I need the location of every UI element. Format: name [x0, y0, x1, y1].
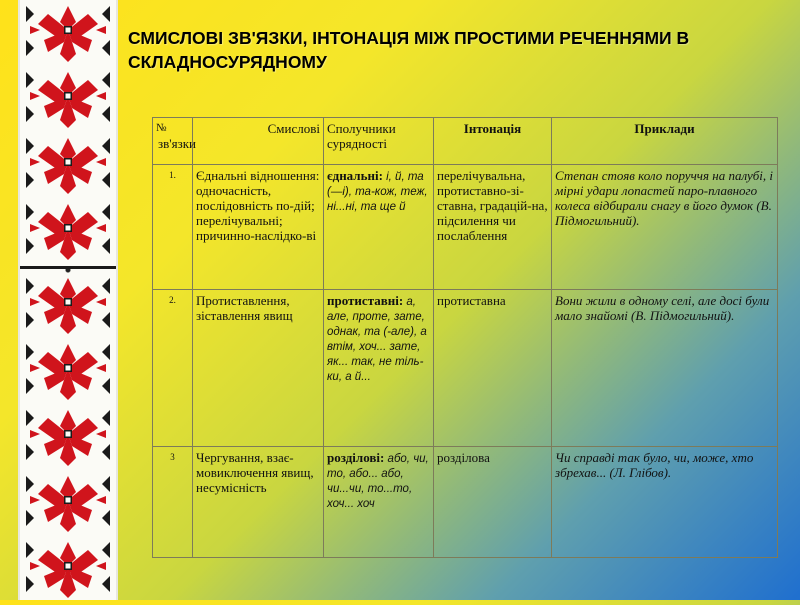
intonation-cell: протиставна: [434, 290, 552, 447]
conjunction-list: або, чи, то, або... або, чи...чи, то...то, хоч... хоч: [327, 453, 429, 510]
example-cell: Чи справді так було, чи, може, хто збрехав... (Л. Глібов).: [552, 447, 778, 558]
header-conjunctions: Сполучники сурядності: [324, 118, 434, 165]
intonation-cell: розділова: [434, 447, 552, 558]
conjunctions-cell: [324, 447, 434, 558]
row-number: 1.: [153, 165, 193, 290]
conjunction-type: розділові:: [327, 450, 385, 465]
conjunctions-cell: [324, 290, 434, 447]
conjunction-type: єднальні:: [327, 168, 383, 183]
header-relations-line2: зв'язки: [158, 136, 197, 151]
header-examples: Приклади: [552, 118, 778, 165]
example-cell: Степан стояв коло поруччя на палубі, і мірні удари лопастей паро-плавного колеса відбирали снагу в його думок (В. Підмогильний).: [552, 165, 778, 290]
conjunction-list: а, але, проте, зате, однак, та (-але), а втім, хоч... зате, як... так, не тіль-ки, а й...: [327, 296, 427, 383]
relations-cell: Єднальні відношення: одночасність, послідовність по-дій; перелічувальні; причинно-наслідко-ві: [193, 165, 324, 290]
embroidery-pattern-icon: [18, 0, 118, 600]
relations-cell: Протиставлення, зіставлення явищ: [193, 290, 324, 447]
table-row: [153, 447, 778, 558]
table-header-row: [153, 118, 778, 165]
conjunction-type: протиставні:: [327, 293, 404, 308]
embroidery-ornament: [18, 0, 118, 600]
relations-cell: Чергування, взає-мовиключення явищ, несумісність: [193, 447, 324, 558]
syntax-table: [152, 117, 778, 558]
header-num: №: [153, 118, 193, 165]
conjunction-list: і, й, та (—і), та-кож, теж, ні...ні, та ще й: [327, 171, 428, 213]
page-title: СМИСЛОВІ ЗВ'ЯЗКИ, ІНТОНАЦІЯ МІЖ ПРОСТИМИ РЕЧЕННЯМИ В СКЛАДНОСУРЯДНОМУ: [128, 28, 690, 72]
example-cell: Вони жили в одному селі, але досі були мало знайомі (В. Підмогильний).: [552, 290, 778, 447]
row-number: 2.: [153, 290, 193, 447]
conjunctions-cell: [324, 165, 434, 290]
row-number: 3: [153, 447, 193, 558]
table-row: [153, 290, 778, 447]
header-intonation: Інтонація: [434, 118, 552, 165]
header-relations-line1: Смислові: [267, 121, 320, 136]
intonation-cell: перелічувальна, протиставно-зі-ставна, градацій-на, підсилення чи послаблення: [434, 165, 552, 290]
table-row: [153, 165, 778, 290]
